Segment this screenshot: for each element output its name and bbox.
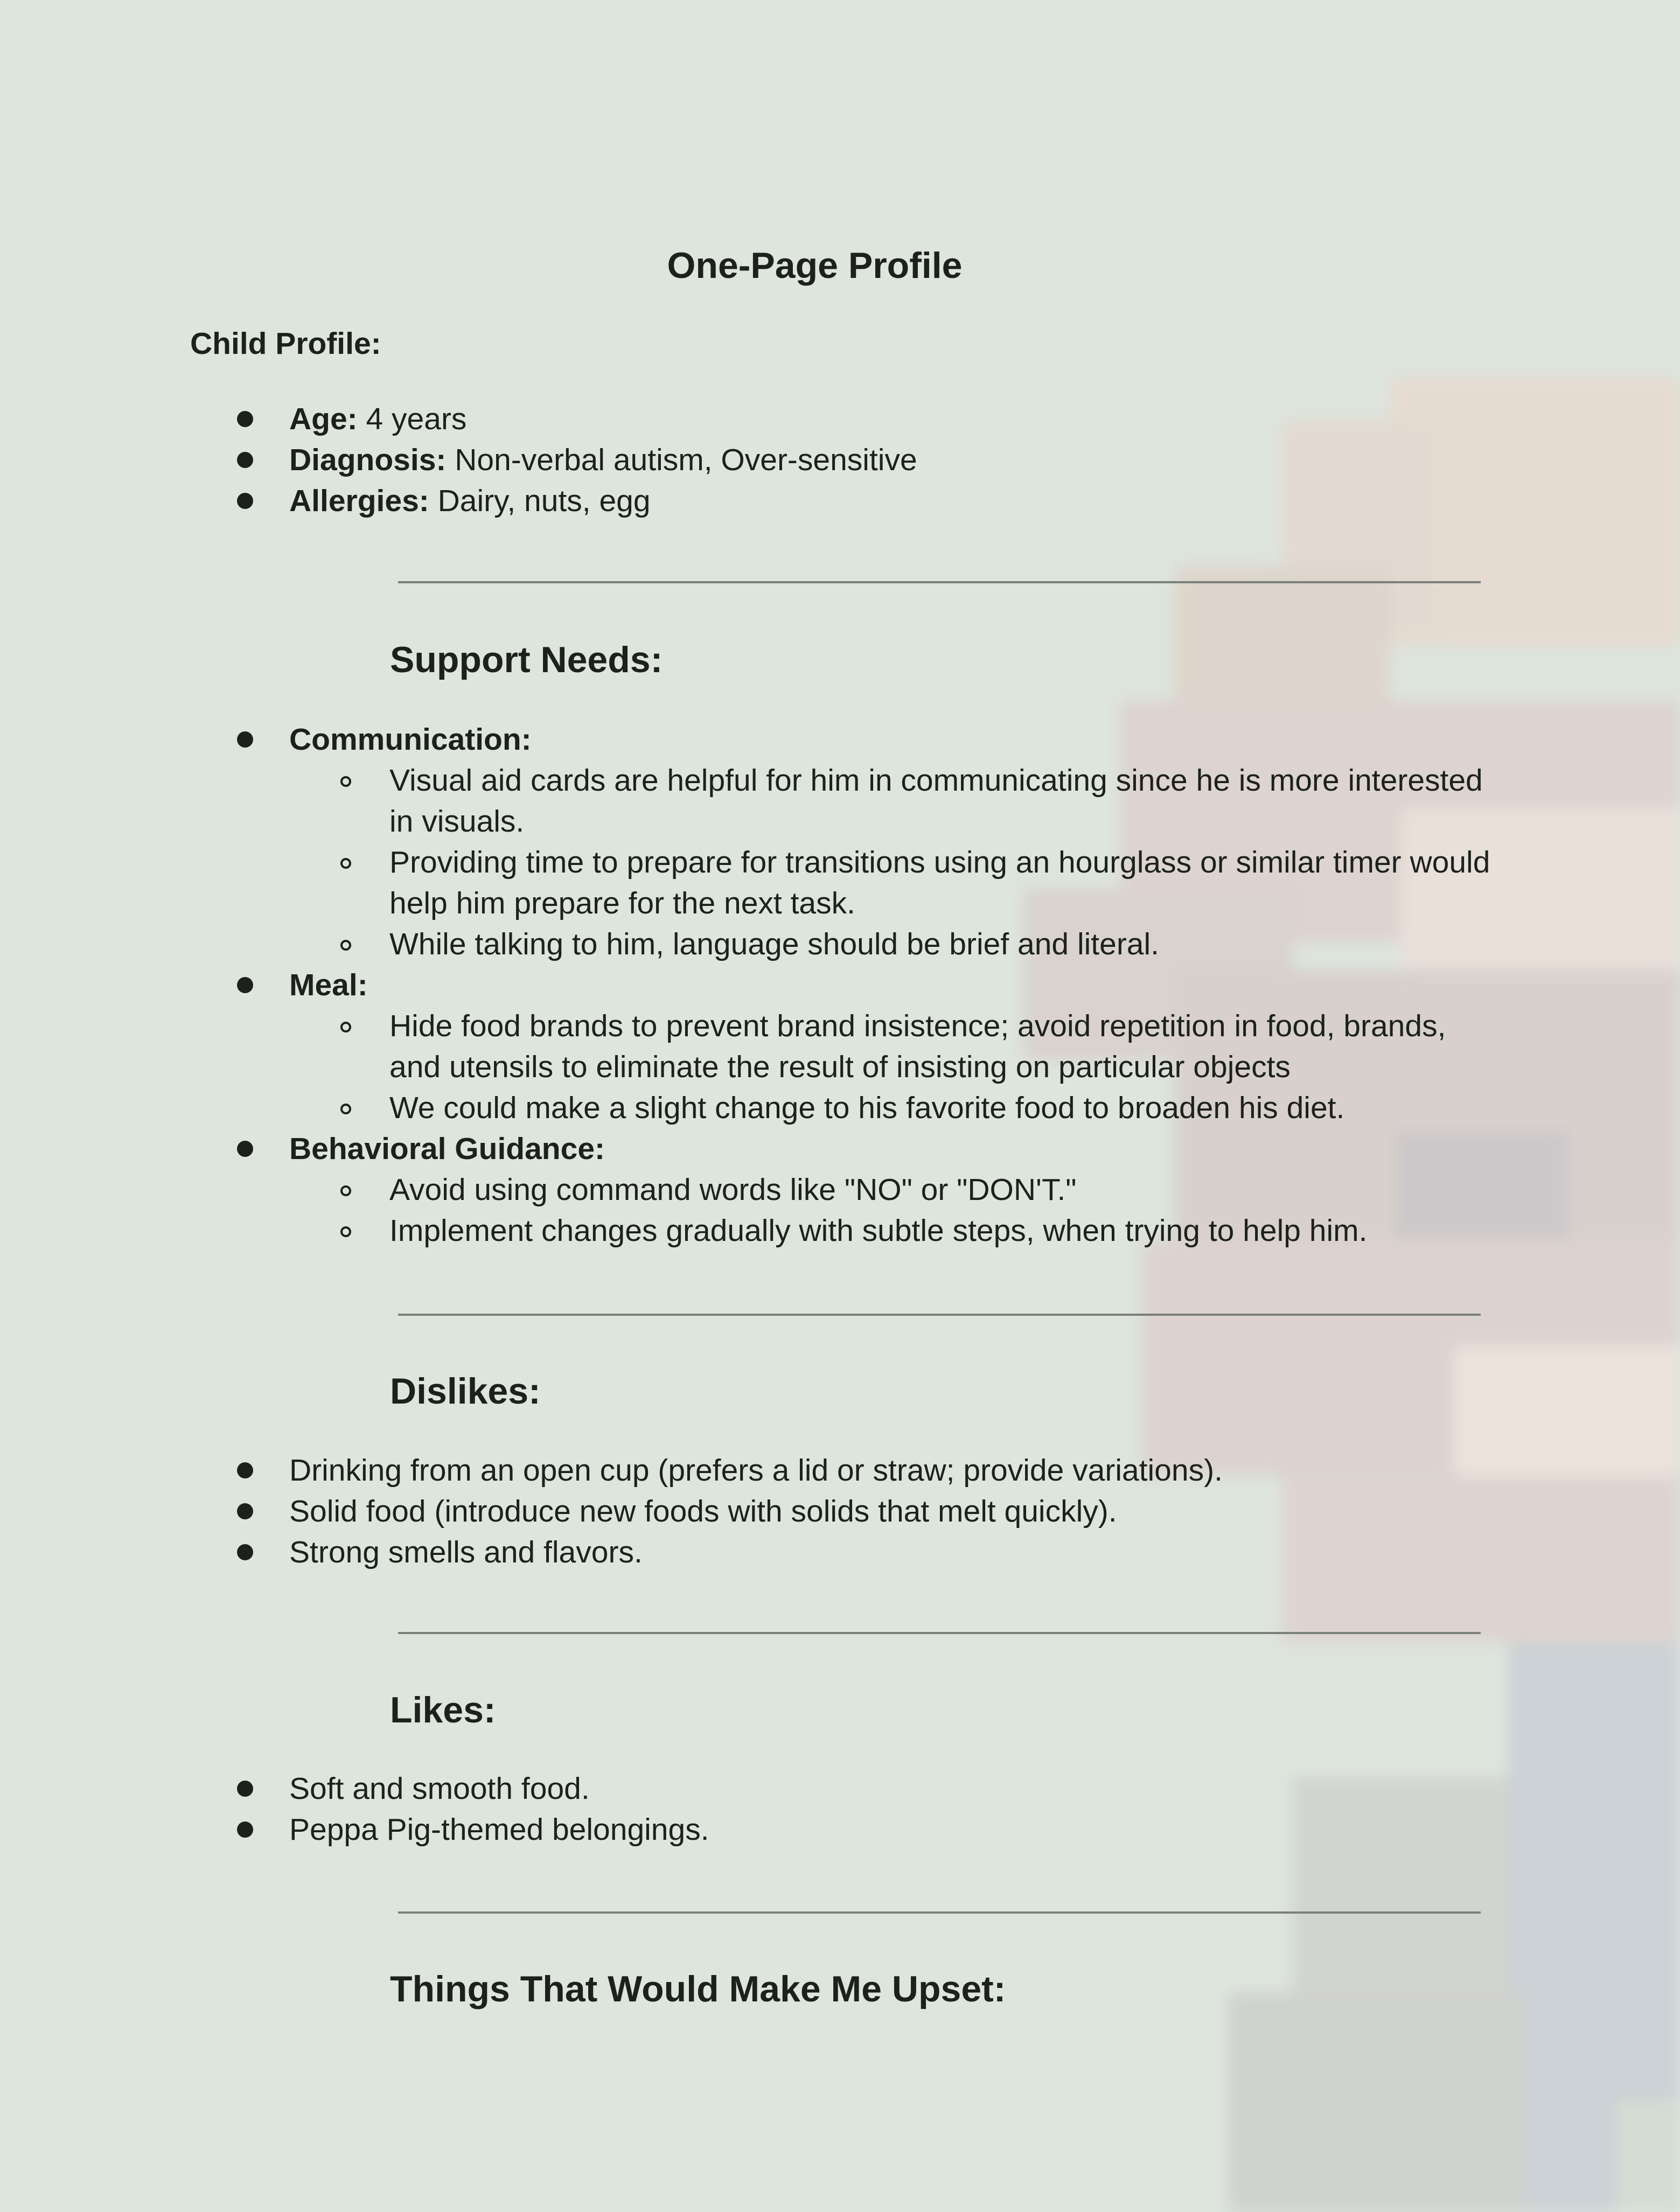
divider [398, 1911, 1481, 1914]
circle-bullet-icon [340, 776, 351, 787]
list-item: Avoid using command words like "NO" or "DON'T." [389, 1173, 1077, 1207]
list-item: Visual aid cards are helpful for him in communicating since he is more interested in visuals. [389, 763, 1483, 839]
upset-heading: Things That Would Make Me Upset: [390, 1969, 1006, 2009]
page-title: One-Page Profile [667, 245, 963, 286]
diagnosis-label: Diagnosis: [289, 443, 447, 477]
bullet-icon [237, 1503, 253, 1519]
allergies-value: Dairy, nuts, egg [437, 484, 651, 518]
list-item: Solid food (introduce new foods with solids that melt quickly). [289, 1494, 1117, 1529]
allergies-label: Allergies: [289, 484, 429, 518]
bullet-icon [237, 411, 253, 427]
bullet-icon [237, 1781, 253, 1797]
dislikes-heading: Dislikes: [390, 1371, 541, 1412]
bullet-icon [237, 1544, 253, 1560]
list-item: Providing time to prepare for transitions using an hourglass or similar timer would help him prepare for the next task. [389, 845, 1490, 920]
list-item: Soft and smooth food. [289, 1771, 590, 1806]
circle-bullet-icon [340, 1185, 351, 1196]
list-item: We could make a slight change to his favorite food to broaden his diet. [389, 1091, 1345, 1125]
age-value: 4 years [366, 402, 467, 436]
list-item: While talking to him, language should be brief and literal. [389, 927, 1160, 961]
bullet-icon [237, 493, 253, 509]
list-item: Hide food brands to prevent brand insistence; avoid repetition in food, brands, and utensils to eliminate the result of insisting on particular objects [389, 1009, 1446, 1084]
bullet-icon [237, 977, 253, 993]
circle-bullet-icon [340, 1022, 351, 1032]
circle-bullet-icon [340, 1104, 351, 1114]
list-item: Implement changes gradually with subtle steps, when trying to help him. [389, 1213, 1368, 1248]
list-item: Peppa Pig-themed belongings. [289, 1812, 709, 1847]
list-item: Drinking from an open cup (prefers a lid or straw; provide variations). [289, 1453, 1223, 1488]
divider [398, 1314, 1481, 1316]
support-needs-heading: Support Needs: [390, 639, 663, 680]
group-label: Behavioral Guidance: [289, 1132, 605, 1166]
bullet-icon [237, 731, 253, 748]
divider [398, 581, 1481, 583]
age-label: Age: [289, 402, 358, 436]
divider [398, 1632, 1481, 1634]
circle-bullet-icon [340, 858, 351, 869]
circle-bullet-icon [340, 1226, 351, 1237]
likes-heading: Likes: [390, 1690, 496, 1730]
group-label: Meal: [289, 968, 368, 1002]
circle-bullet-icon [340, 940, 351, 951]
bullet-icon [237, 452, 253, 468]
list-item: Strong smells and flavors. [289, 1535, 643, 1569]
group-label: Communication: [289, 722, 532, 757]
bullet-icon [237, 1462, 253, 1478]
bullet-icon [237, 1822, 253, 1838]
child-profile-heading: Child Profile: [190, 326, 381, 361]
bullet-icon [237, 1141, 253, 1157]
diagnosis-value: Non-verbal autism, Over-sensitive [455, 443, 917, 477]
